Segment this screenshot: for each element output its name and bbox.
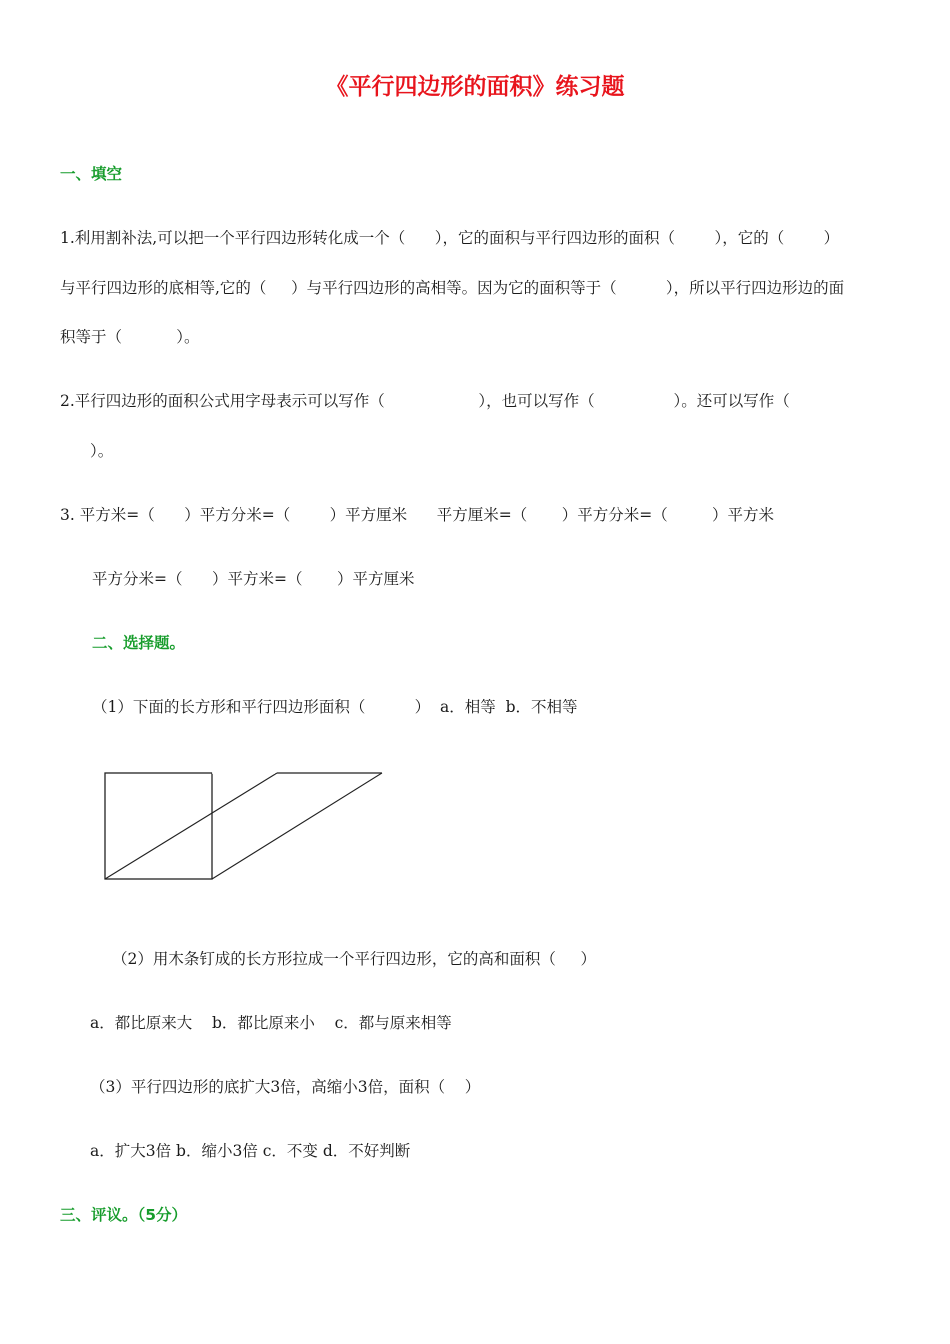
choice-q3-options: a．扩大3倍 b．缩小3倍 c．不变 d．不好判断 <box>90 1142 411 1160</box>
choice-q2-options: a．都比原来大 b．都比原来小 c．都与原来相等 <box>90 1014 452 1032</box>
section-heading-choice: 二、选择题。 <box>92 634 186 652</box>
choice-q3: （3）平行四边形的底扩大3倍，高缩小3倍，面积（ ） <box>90 1078 481 1096</box>
rectangle-shape <box>105 773 212 879</box>
fill-q3-line1: 3. 平方米=（ ）平方分米=（ ）平方厘米 平方厘米=（ ）平方分米=（ ）平方米 <box>60 506 775 524</box>
parallelogram-left-side <box>105 773 277 879</box>
choice-q1: （1）下面的长方形和平行四边形面积（ ） a．相等 b．不相等 <box>92 698 578 716</box>
section-heading-comment: 三、评议。（5分） <box>60 1206 188 1224</box>
rectangle-parallelogram-figure <box>100 768 390 884</box>
fill-q1-line2: 与平行四边形的底相等,它的（ ）与平行四边形的高相等。因为它的面积等于（ ），所以平行四边形边的面 <box>60 279 845 297</box>
fill-q2-line1: 2.平行四边形的面积公式用字母表示可以写作（ ），也可以写作（ ）。还可以写作（ <box>60 392 790 410</box>
parallelogram-right-side <box>212 773 382 879</box>
section-heading-fill: 一、填空 <box>60 165 123 183</box>
fill-q3-line2: 平方分米=（ ）平方米=（ ）平方厘米 <box>92 570 415 588</box>
worksheet-title: 《平行四边形的面积》练习题 <box>325 74 625 100</box>
fill-q2-line2: ）。 <box>90 442 114 460</box>
fill-q1-line3: 积等于（ ）。 <box>60 328 200 346</box>
fill-q1-line1: 1.利用割补法,可以把一个平行四边形转化成一个（ ），它的面积与平行四边形的面积（ ），它的（ ） <box>60 229 840 247</box>
choice-q2: （2）用木条钉成的长方形拉成一个平行四边形，它的高和面积（ ） <box>112 950 596 968</box>
